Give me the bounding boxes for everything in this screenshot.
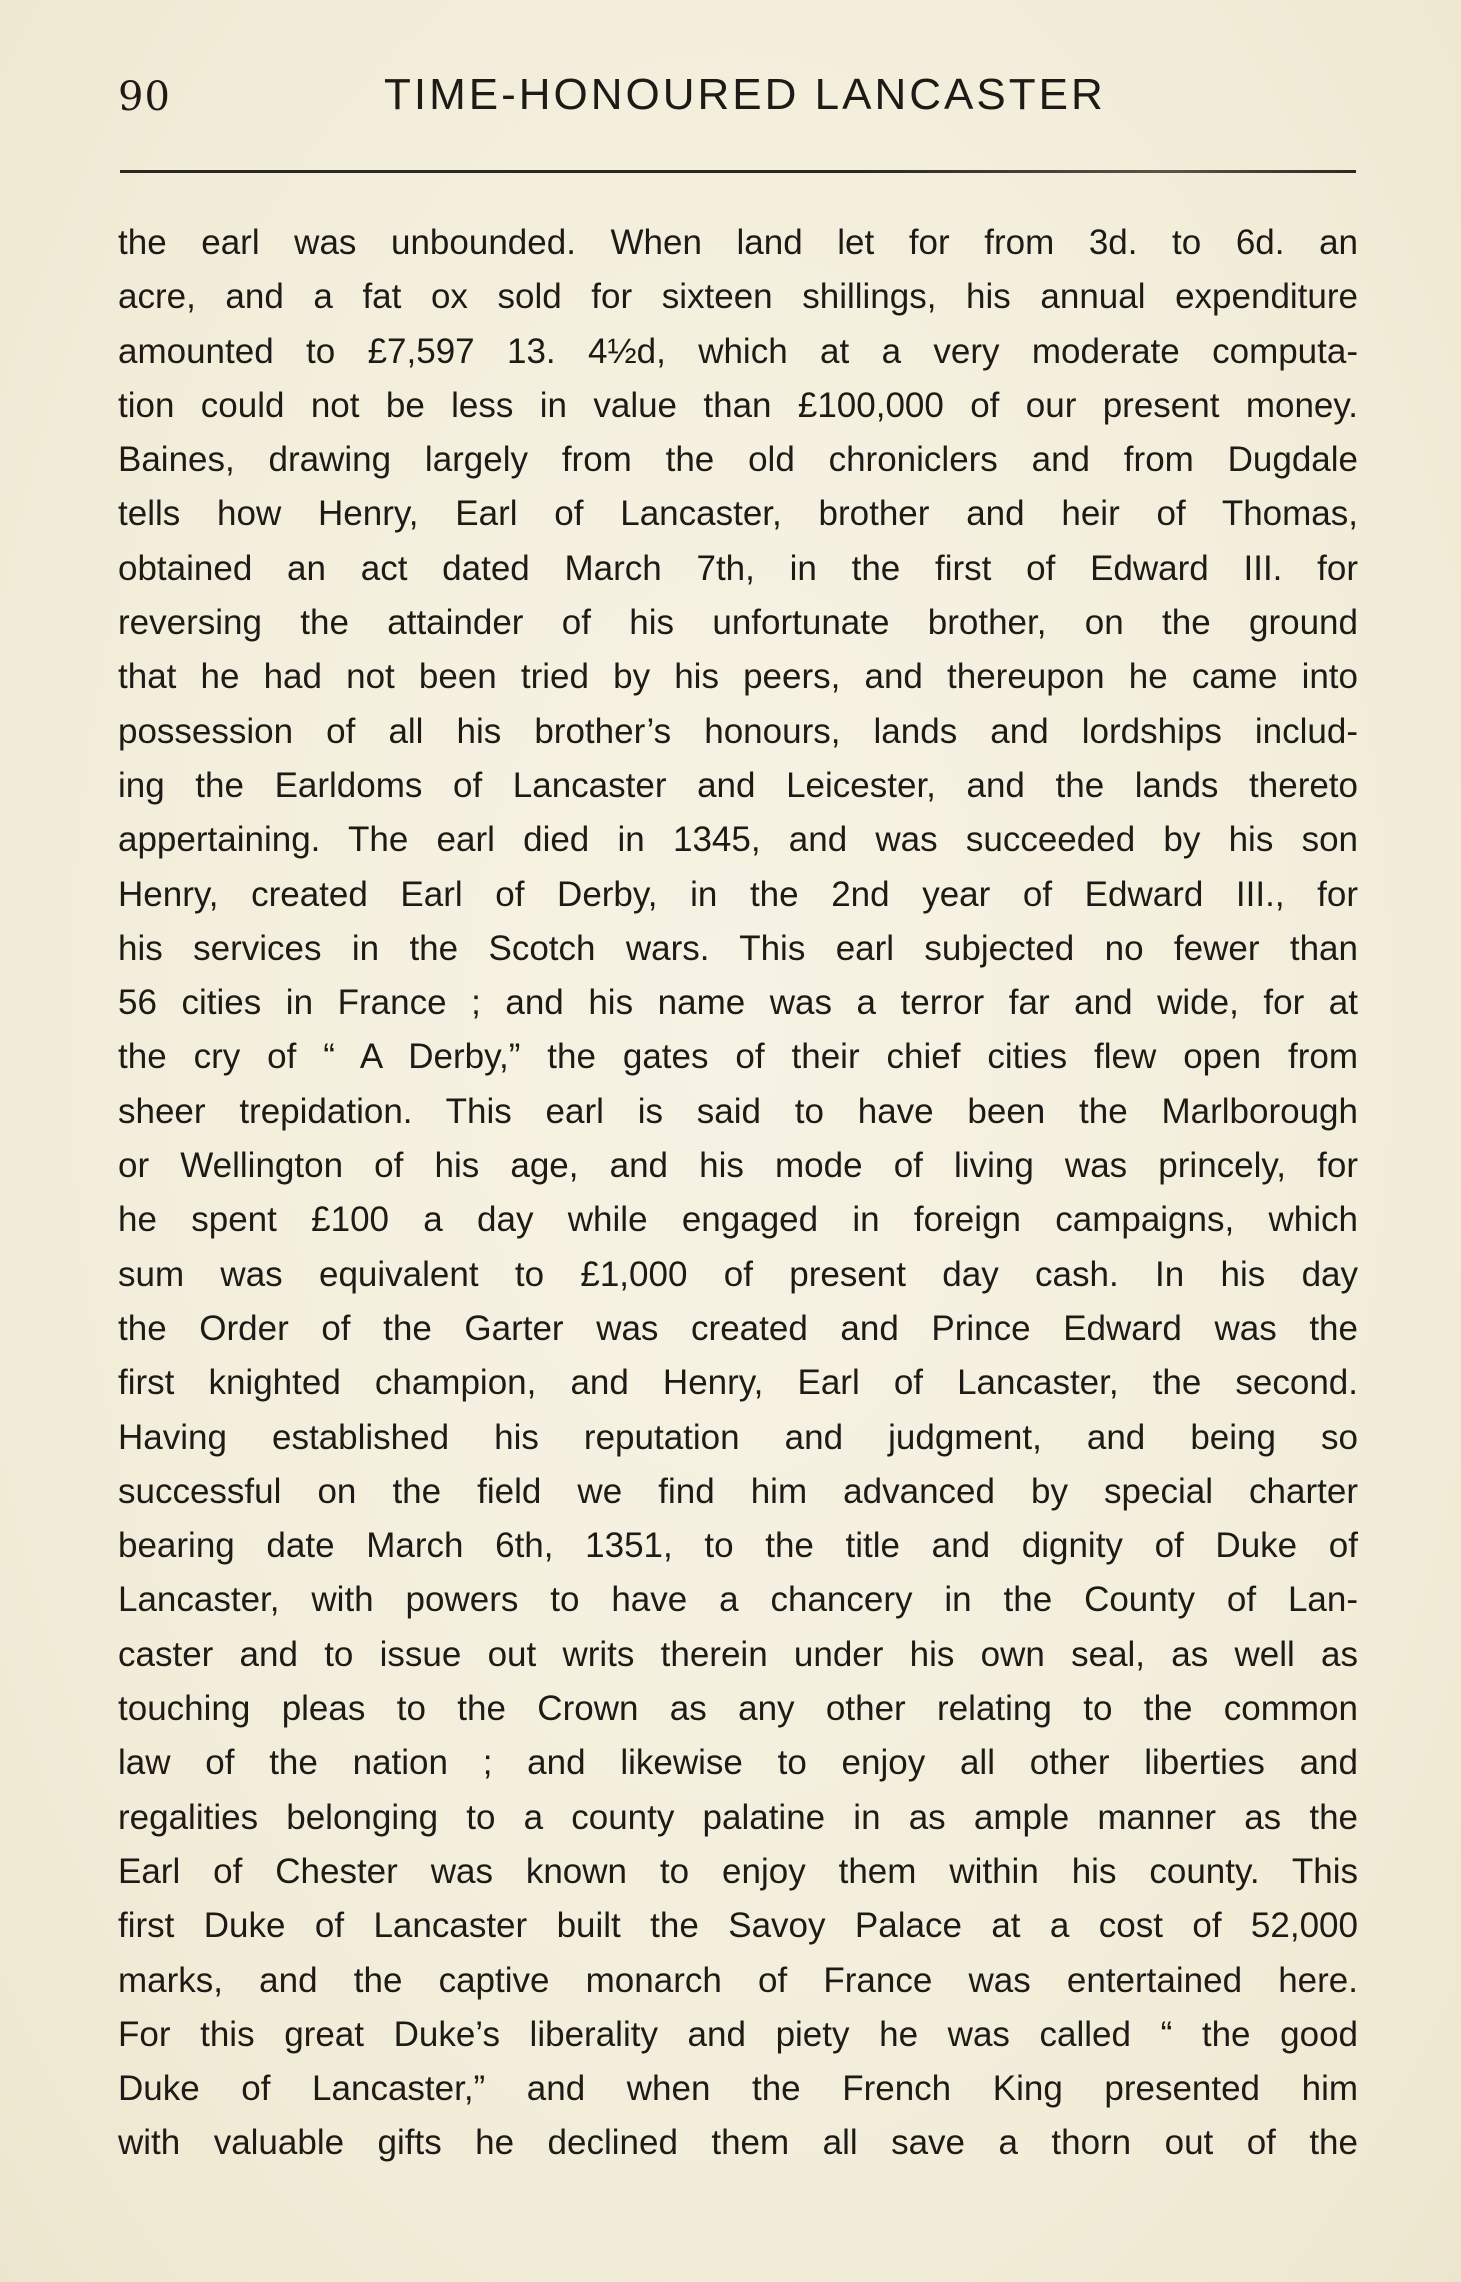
- text-line: marks, and the captive monarch of France was entertained here.: [118, 1960, 1358, 2000]
- text-line: he spent £100 a day while engaged in foreign campaigns, which: [118, 1200, 1358, 1240]
- text-line: law of the nation ; and likewise to enjoy all other liberties and: [118, 1743, 1358, 1783]
- text-line: sheer trepidation. This earl is said to have been the Marlborough: [118, 1091, 1358, 1131]
- text-line: successful on the field we find him advanced by special charter: [118, 1471, 1358, 1511]
- text-line: possession of all his brother’s honours, lands and lordships includ-: [118, 711, 1358, 751]
- text-line: For this great Duke’s liberality and piety he was called “ the good: [118, 2014, 1358, 2054]
- text-line: tells how Henry, Earl of Lancaster, brother and heir of Thomas,: [118, 494, 1358, 534]
- text-line: sum was equivalent to £1,000 of present day cash. In his day: [118, 1254, 1358, 1294]
- text-line: the Order of the Garter was created and Prince Edward was the: [118, 1308, 1358, 1348]
- text-line: caster and to issue out writs therein under his own seal, as well as: [118, 1634, 1358, 1674]
- text-line: Baines, drawing largely from the old chroniclers and from Dugdale: [118, 440, 1358, 480]
- text-line: Having established his reputation and judgment, and being so: [118, 1417, 1358, 1457]
- text-line: Henry, created Earl of Derby, in the 2nd year of Edward III., for: [118, 874, 1358, 914]
- text-line: regalities belonging to a county palatine in as ample manner as the: [118, 1797, 1358, 1837]
- page-number: 90: [118, 74, 171, 120]
- text-line: first Duke of Lancaster built the Savoy Palace at a cost of 52,000: [118, 1906, 1358, 1946]
- text-line: appertaining. The earl died in 1345, and was succeeded by his son: [118, 820, 1358, 860]
- text-line: Earl of Chester was known to enjoy them within his county. This: [118, 1851, 1358, 1891]
- text-line: or Wellington of his age, and his mode of living was princely, for: [118, 1146, 1358, 1186]
- text-line: first knighted champion, and Henry, Earl of Lancaster, the second.: [118, 1363, 1358, 1403]
- header-rule: [120, 170, 1356, 173]
- text-line: Duke of Lancaster,” and when the French King presented him: [118, 2069, 1358, 2109]
- text-line: with valuable gifts he declined them all save a thorn out of the: [118, 2123, 1358, 2163]
- text-line: the earl was unbounded. When land let for from 3d. to 6d. an: [118, 223, 1358, 262]
- text-line: ing the Earldoms of Lancaster and Leicester, and the lands thereto: [118, 765, 1358, 805]
- text-line: his services in the Scotch wars. This earl subjected no fewer than: [118, 928, 1358, 968]
- text-line: reversing the attainder of his unfortunate brother, on the ground: [118, 603, 1358, 643]
- text-line: amounted to £7,597 13. 4½d, which at a very moderate computa-: [118, 331, 1358, 371]
- text-line: touching pleas to the Crown as any other relating to the common: [118, 1689, 1358, 1729]
- text-line: tion could not be less in value than £100,000 of our present money.: [118, 385, 1358, 425]
- running-head: [118, 66, 1358, 126]
- text-line: the cry of “ A Derby,” the gates of their chief cities flew open from: [118, 1037, 1358, 1077]
- text-line: 56 cities in France ; and his name was a terror far and wide, for at: [118, 983, 1358, 1023]
- text-line: obtained an act dated March 7th, in the first of Edward III. for: [118, 548, 1358, 588]
- text-line: bearing date March 6th, 1351, to the title and dignity of Duke of: [118, 1526, 1358, 1566]
- body-text: [118, 216, 1358, 2171]
- running-title: TIME-HONOURED LANCASTER: [384, 70, 1106, 119]
- text-line: Lancaster, with powers to have a chancery in the County of Lan-: [118, 1580, 1358, 1620]
- text-line: acre, and a fat ox sold for sixteen shillings, his annual expenditure: [118, 277, 1358, 317]
- text-line: that he had not been tried by his peers, and thereupon he came into: [118, 657, 1358, 697]
